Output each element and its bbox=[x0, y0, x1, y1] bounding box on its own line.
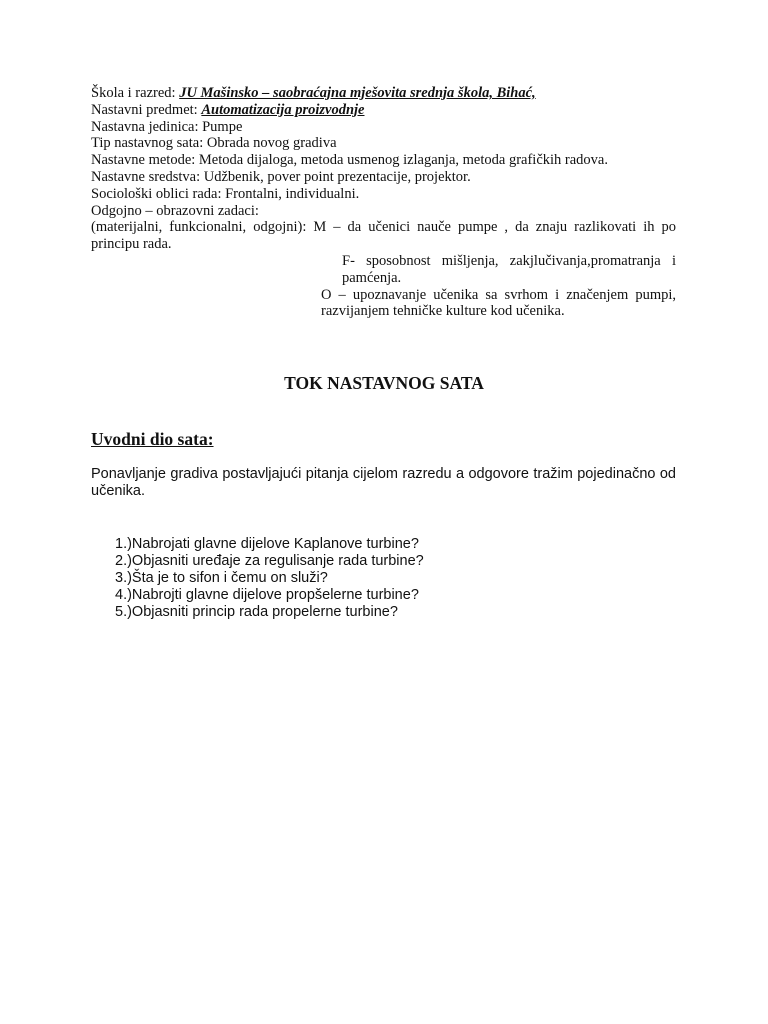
lesson-type-line: Tip nastavnog sata: Obrada novog gradiva bbox=[91, 135, 337, 152]
school-line bbox=[91, 85, 676, 102]
question-item: 4.)Nabrojti glavne dijelove propšelerne turbine? bbox=[115, 587, 419, 603]
tasks-label: Odgojno – obrazovni zadaci: bbox=[91, 202, 259, 219]
task-educational: O – upoznavanje učenika sa svrhom i značenjem pumpi, razvijanjem tehničke kulture kod učenika. bbox=[321, 286, 676, 320]
methods-line: Nastavne metode: Metoda dijaloga, metoda usmenog izlaganja, metoda grafičkih radova. bbox=[91, 152, 608, 169]
lesson-header bbox=[91, 85, 676, 320]
unit-line: Nastavna jedinica: Pumpe bbox=[91, 118, 243, 135]
question-item: 3.)Šta je to sifon i čemu on služi? bbox=[115, 570, 328, 586]
question-item: 2.)Objasniti uređaje za regulisanje rada turbine? bbox=[115, 553, 424, 569]
page-title: TOK NASTAVNOG SATA bbox=[284, 373, 484, 393]
subject-label: Nastavni predmet: bbox=[91, 101, 202, 118]
school-label: Škola i razred: bbox=[91, 85, 180, 101]
question-list bbox=[115, 536, 424, 621]
question-item: 1.)Nabrojati glavne dijelove Kaplanove turbine? bbox=[115, 536, 419, 552]
section-heading: Uvodni dio sata: bbox=[91, 429, 214, 449]
task-material: (materijalni, funkcionalni, odgojni): M – da učenici nauče pumpe , da znaju razlikovati ih po principu rada. bbox=[91, 219, 676, 253]
intro-paragraph: Ponavljanje gradiva postavljajući pitanja cijelom razredu a odgovore tražim pojedinačno od učenika. bbox=[91, 466, 676, 499]
subject-line bbox=[91, 102, 676, 119]
subject-value: Automatizacija proizvodnje bbox=[201, 101, 365, 118]
task-functional: F- sposobnost mišljenja, zakjlučivanja,promatranja i pamćenja. bbox=[342, 252, 676, 286]
school-value: JU Mašinsko – saobraćajna mješovita srednja škola, Bihać, bbox=[179, 85, 536, 101]
social-forms-line: Sociološki oblici rada: Frontalni, individualni. bbox=[91, 185, 360, 202]
question-item: 5.)Objasniti princip rada propelerne turbine? bbox=[115, 604, 398, 620]
aids-line: Nastavne sredstva: Udžbenik, pover point prezentacije, projektor. bbox=[91, 168, 471, 185]
